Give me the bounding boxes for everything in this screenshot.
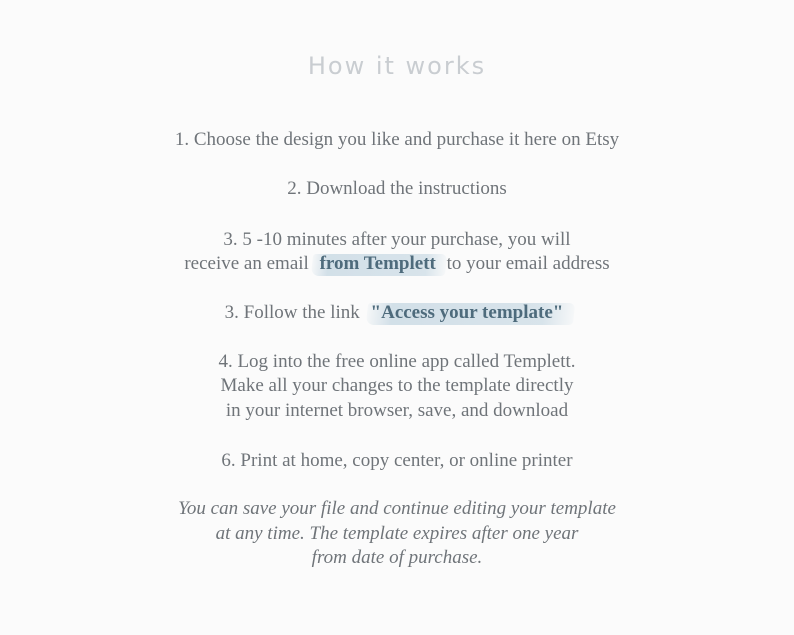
from-templett-highlight: from Templett [314,252,442,276]
step-email-line-1-text: 3. 5 -10 minutes after your purchase, you will [223,229,571,250]
step-follow-link [0,301,794,325]
editing-note-line-1: You can save your file and continue editing your template [178,498,616,519]
step-download-instructions [0,177,794,201]
step-login-line-3-text: in your internet browser, save, and download [225,400,569,421]
step-email-line-2 [0,252,794,276]
editing-note [0,497,794,571]
page-title: How it works [307,52,487,80]
step-login-line-3 [0,399,794,423]
step-follow-link-before: 3. Follow the link [224,302,365,323]
step-print [0,449,794,473]
step-login-line-1 [0,350,794,374]
editing-note-line-2: at any time. The template expires after one year [215,522,579,544]
step-email-line-1 [0,228,794,252]
step-print-text: 6. Print at home, copy center, or online printer [221,450,573,471]
access-template-highlight: "Access your template" [365,301,570,325]
step-email-line-2-after: to your email address [441,253,610,274]
step-login-line-1-text: 4. Log into the free online app called Templett. [218,351,576,372]
step-download-instructions-text: 2. Download the instructions [287,178,507,199]
step-login-line-2-text: Make all your changes to the template directly [220,375,574,396]
step-login-line-2 [0,374,794,398]
step-choose-design-text: 1. Choose the design you like and purchase it here on Etsy [174,129,620,150]
step-choose-design [0,128,794,152]
editing-note-line-3: from date of purchase. [311,547,483,568]
step-email-line-2-before: receive an email [184,253,314,274]
